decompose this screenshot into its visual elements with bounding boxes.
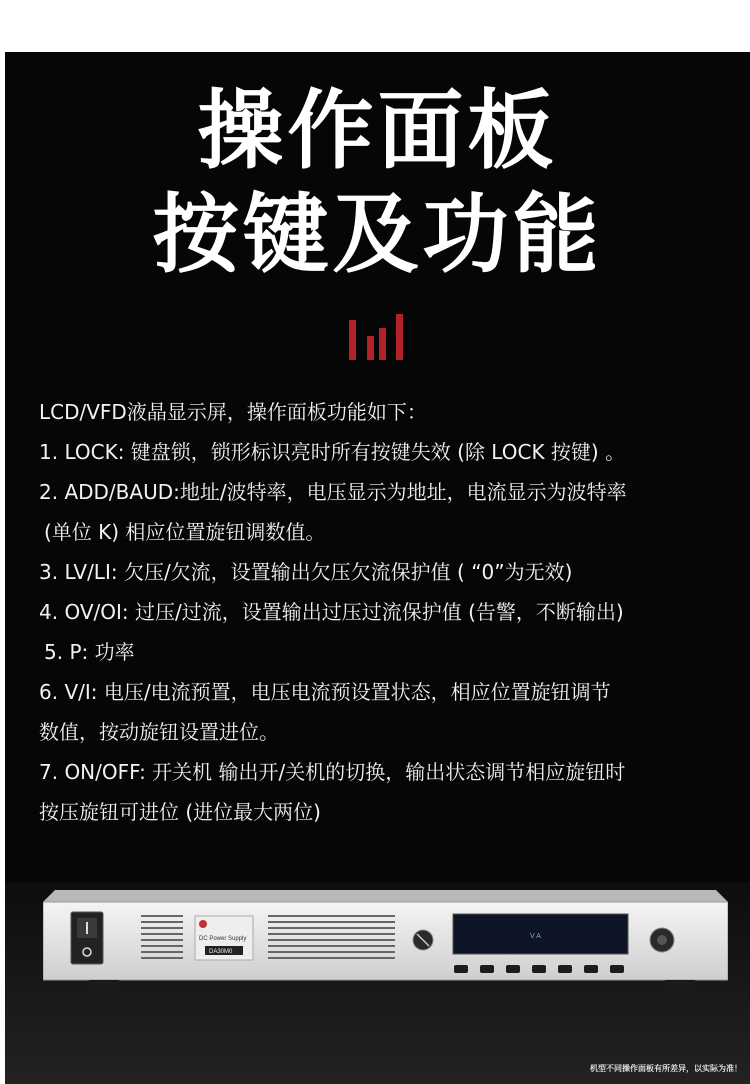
brand-label: DC Power Supply [199, 936, 247, 942]
description-line: 5. P: 功率 [44, 640, 135, 664]
description-line: 1. LOCK: 键盘锁，锁形标识亮时所有按键失效 (除 LOCK 按键) 。 [39, 440, 626, 464]
power-supply-device-image [43, 888, 728, 998]
dark-panel [5, 52, 750, 1084]
description-line: 按压旋钮可进位 (进位最大两位) [39, 800, 321, 824]
display-readout: V A [530, 933, 541, 940]
description-line: 7. ON/OFF: 开关机 输出开/关机的切换，输出状态调节相应旋钮时 [39, 760, 626, 784]
deco-bar [349, 320, 356, 360]
description-line: 4. OV/OI: 过压/过流，设置输出过压过流保护值 (告警，不断输出) [39, 600, 624, 624]
model-label: DA30M0 [209, 949, 233, 955]
description-line: 6. V/I: 电压/电流预置，电压电流预设置状态，相应位置旋钮调节 [39, 680, 611, 704]
function-description [39, 392, 739, 832]
disclaimer-note: 机型不同操作面板有所差异，以实际为准！ [590, 1064, 742, 1073]
deco-bar [396, 314, 403, 360]
page-title-line1: 操作面板 [197, 81, 558, 181]
description-line: 2. ADD/BAUD:地址/波特率，电压显示为地址，电流显示为波特率 [39, 480, 627, 504]
deco-bar [367, 336, 374, 360]
page-title-line2: 按键及功能 [152, 185, 603, 285]
bars-decoration-icon [349, 314, 405, 360]
description-line: LCD/VFD液晶显示屏，操作面板功能如下： [39, 400, 427, 424]
deco-bar [379, 328, 386, 360]
description-line: 数值，按动旋钮设置进位。 [39, 720, 279, 744]
description-line: 3. LV/LI: 欠压/欠流，设置输出欠压欠流保护值 ( “0”为无效) [39, 560, 573, 584]
description-line: (单位 K) 相应位置旋钮调数值。 [44, 520, 326, 544]
